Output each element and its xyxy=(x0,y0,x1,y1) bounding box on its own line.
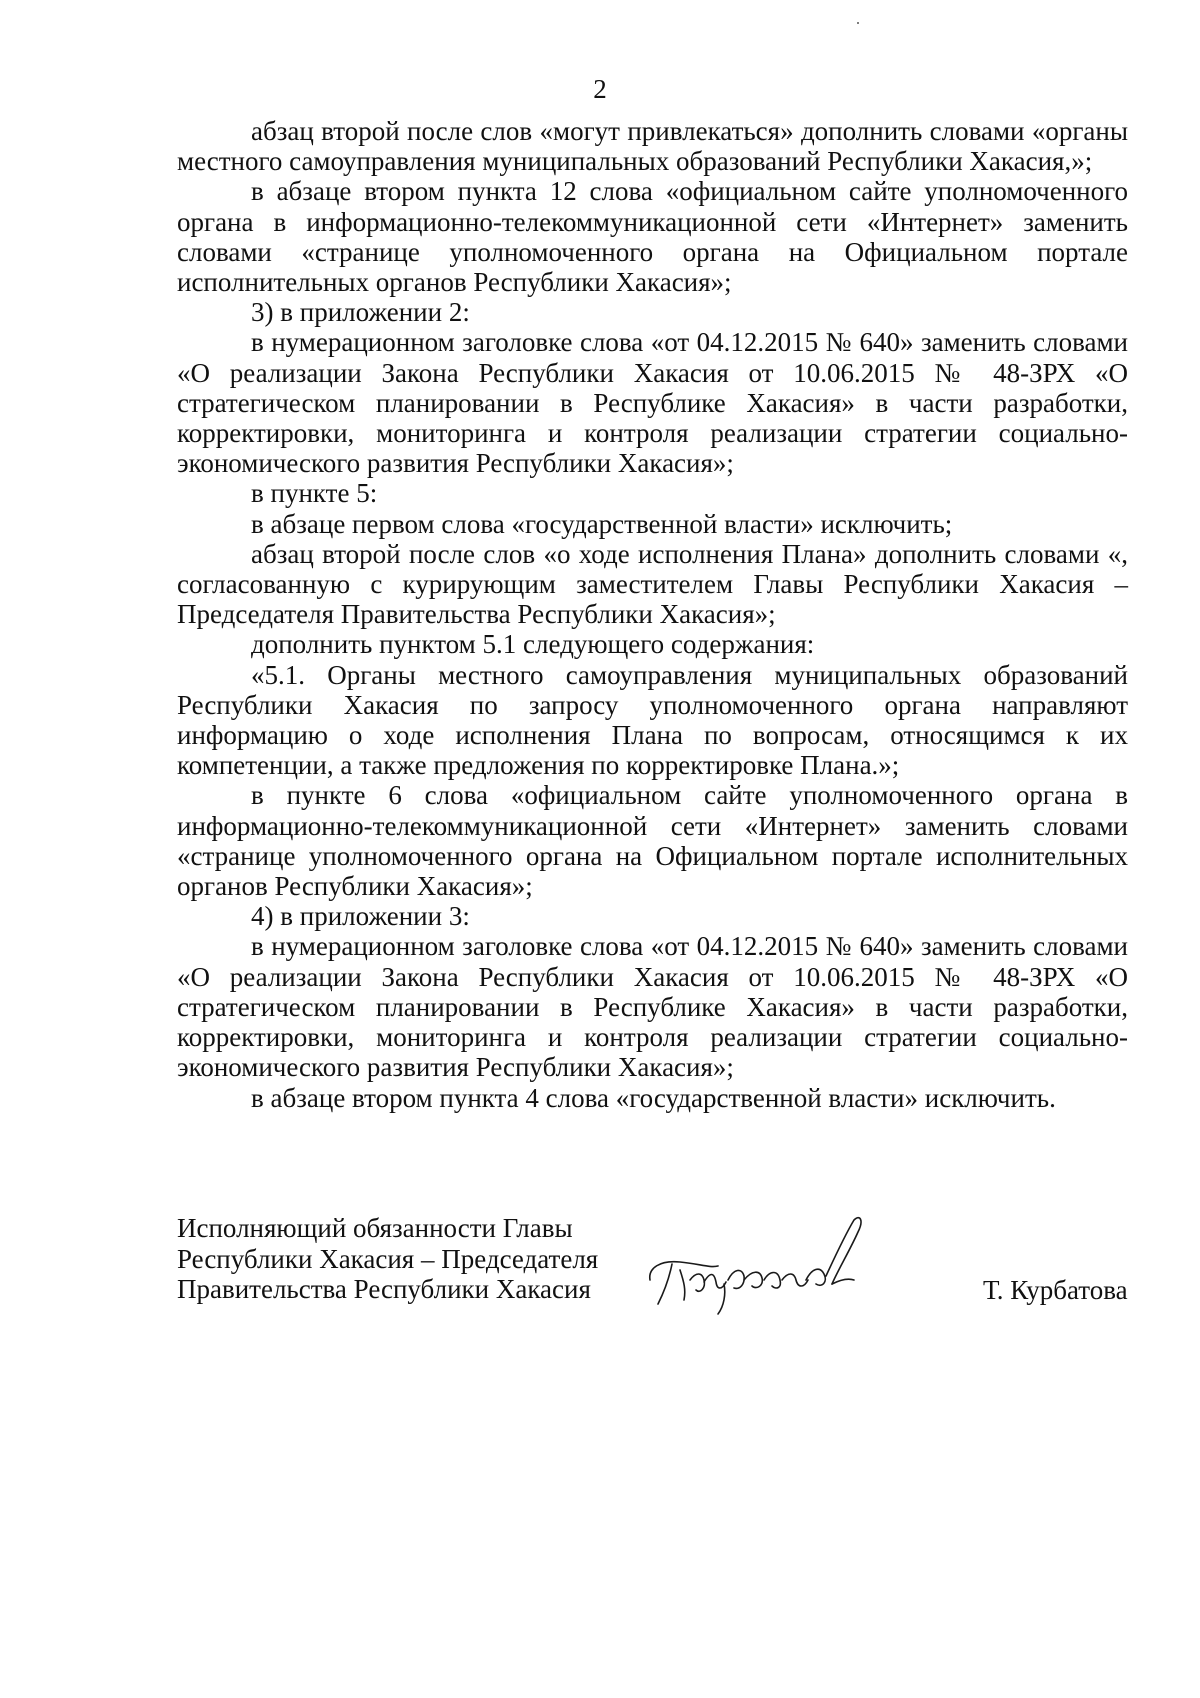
paragraph-8: дополнить пунктом 5.1 следующего содержания: xyxy=(251,629,815,660)
paragraph-13: в абзаце втором пункта 4 слова «государственной власти» исключить. xyxy=(251,1082,1056,1113)
paragraph-9: «5.1. Органы местного самоуправления муниципальных образований Республики Хакасия по запросу уполномоченного органа направляют информацию о ходе исполнения Плана по вопросам, относящимся к их компетенции, а также предложения по корректировке Плана.»; xyxy=(177,659,1128,781)
paragraph-6: в абзаце первом слова «государственной власти» исключить; xyxy=(251,508,953,539)
signer-name: Т. Курбатова xyxy=(983,1275,1128,1305)
paragraph-11: 4) в приложении 3: xyxy=(251,901,470,932)
signer-position xyxy=(177,1213,598,1305)
signer-position-line-3: Правительства Республики Хакасия xyxy=(177,1274,591,1304)
signer-position-line-2: Республики Хакасия – Председателя xyxy=(177,1243,599,1274)
signer-position-line-1: Исполняющий обязанности Главы xyxy=(177,1213,573,1243)
paragraph-12: в нумерационном заголовке слова «от 04.12.2015 № 640» заменить словами «О реализации Закона Республики Хакасия от 10.06.2015 № 48-ЗРХ «О стратегическом планировании в Республике Хакасия» в части разработки, корректировки, мониторинга и контроля реализации стратегии социально-экономического развития Республики Хакасия»; xyxy=(177,931,1128,1083)
paragraph-10: в пункте 6 слова «официальном сайте уполномоченного органа в информационно-телекоммуникационной сети «Интернет» заменить словами «странице уполномоченного органа на Официальном портале исполнительных органов Республики Хакасия»; xyxy=(177,780,1128,902)
paragraph-3: 3) в приложении 2: xyxy=(251,297,470,328)
paragraph-5: в пункте 5: xyxy=(251,478,378,509)
paragraph-1: абзац второй после слов «могут привлекаться» дополнить словами «органы местного самоуправления муниципальных образований Республики Хакасия,»; xyxy=(177,116,1128,177)
page-number: 2 xyxy=(593,74,607,104)
document-body xyxy=(177,116,1128,1113)
scan-speck xyxy=(857,22,859,24)
paragraph-2: в абзаце втором пункта 12 слова «официальном сайте уполномоченного органа в информационно-телекоммуникационной сети «Интернет» заменить словами «странице уполномоченного органа на Официальном портале исполнительных органов Республики Хакасия»; xyxy=(177,176,1128,298)
paragraph-4: в нумерационном заголовке слова «от 04.12.2015 № 640» заменить словами «О реализации Закона Республики Хакасия от 10.06.2015 № 48-ЗРХ «О стратегическом планировании в Республике Хакасия» в части разработки, корректировки, мониторинга и контроля реализации стратегии социально-экономического развития Республики Хакасия»; xyxy=(177,327,1128,479)
paragraph-7: абзац второй после слов «о ходе исполнения Плана» дополнить словами «, согласованную с курирующим заместителем Главы Республики Хакасия – Председателя Правительства Республики Хакасия»; xyxy=(177,538,1128,630)
handwritten-signature xyxy=(640,1210,890,1320)
